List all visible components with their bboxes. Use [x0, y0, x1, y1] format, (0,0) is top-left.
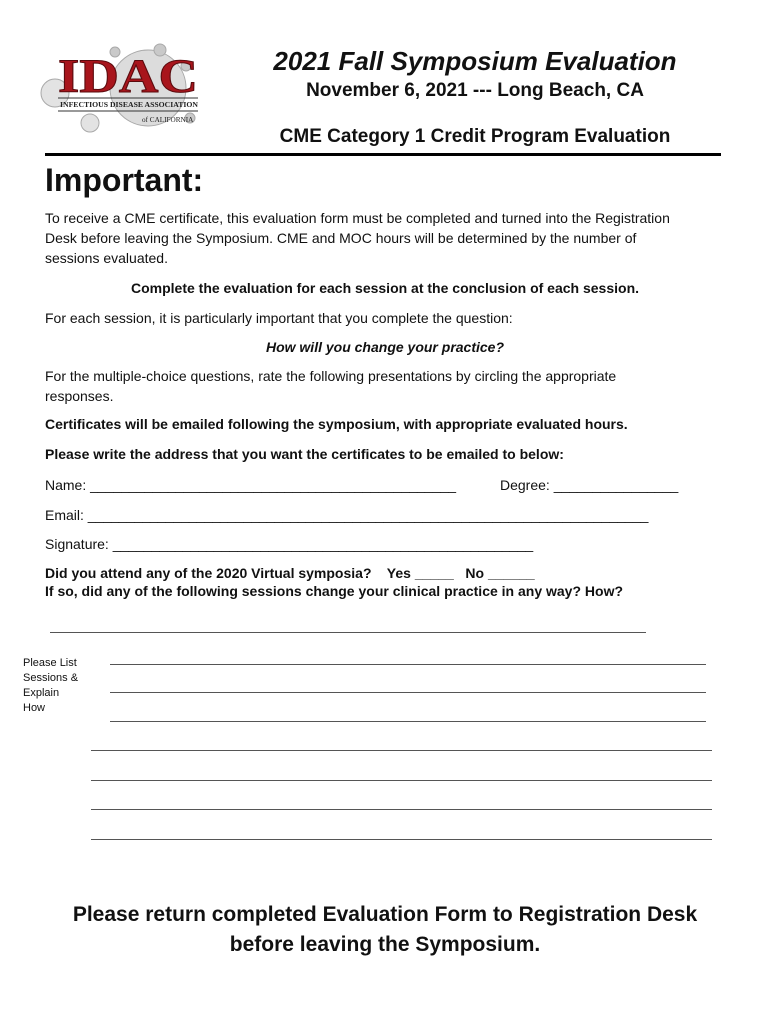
clinical-practice-question: If so, did any of the following sessions change your clinical practice in any way? How?	[45, 583, 624, 599]
header-divider	[45, 153, 721, 156]
answer-line[interactable]	[110, 692, 706, 693]
answer-line[interactable]	[91, 839, 712, 840]
practice-question: How will you change your practice?	[265, 339, 505, 355]
complete-each-instruction: Complete the evaluation for each session at the conclusion of each session.	[130, 280, 640, 296]
answer-line[interactable]	[91, 809, 712, 810]
side-label-line: Explain	[23, 687, 60, 699]
return-instruction-line: before leaving the Symposium.	[229, 933, 541, 956]
intro-line: To receive a CME certificate, this evaluation form must be completed and turned into the Registration	[45, 210, 670, 226]
email-field[interactable]: Email: ________________________________________________________________________	[45, 507, 649, 523]
address-instruction: Please write the address that you want the certificates to be emailed to below:	[45, 446, 564, 462]
intro-line: sessions evaluated.	[45, 250, 168, 266]
side-label-line: How	[23, 702, 46, 714]
answer-line[interactable]	[110, 664, 706, 665]
signature-field[interactable]: Signature: ______________________________________________________	[45, 536, 534, 552]
intro-paragraph	[45, 208, 725, 268]
answer-line[interactable]	[50, 632, 646, 633]
important-heading: Important:	[45, 162, 204, 198]
logo-line1: INFECTIOUS DISEASE ASSOCIATION	[60, 101, 199, 109]
multiple-choice-line: responses.	[45, 388, 114, 404]
side-label	[23, 656, 78, 716]
multiple-choice-line: For the multiple-choice questions, rate the following presentations by circling the appropriate	[45, 368, 617, 384]
virtual-symposia-question[interactable]: Did you attend any of the 2020 Virtual symposia? Yes _____ No ______	[45, 565, 535, 581]
name-field[interactable]: Name: _______________________________________________	[45, 477, 457, 493]
answer-line[interactable]	[110, 721, 706, 722]
logo-line2: of CALIFORNIA	[142, 116, 194, 124]
idac-logo	[30, 38, 215, 138]
return-instruction	[40, 900, 730, 960]
date-location: November 6, 2021 --- Long Beach, CA	[306, 80, 644, 101]
degree-field[interactable]: Degree: ________________	[500, 477, 679, 493]
side-label-line: Please List	[23, 657, 77, 669]
certificates-note: Certificates will be emailed following the symposium, with appropriate evaluated hours.	[45, 416, 628, 432]
multiple-choice-text	[45, 366, 725, 406]
for-each-session-text: For each session, it is particularly important that you complete the question:	[45, 310, 513, 326]
answer-line[interactable]	[91, 750, 712, 751]
intro-line: Desk before leaving the Symposium. CME and MOC hours will be determined by the number of	[45, 230, 637, 246]
page-title: 2021 Fall Symposium Evaluation	[273, 46, 677, 76]
return-instruction-line: Please return completed Evaluation Form to Registration Desk	[72, 903, 698, 926]
answer-line[interactable]	[91, 780, 712, 781]
page-subtitle: CME Category 1 Credit Program Evaluation	[279, 126, 671, 147]
side-label-line: Sessions &	[23, 672, 79, 684]
logo-acronym: IDAC	[58, 50, 198, 103]
